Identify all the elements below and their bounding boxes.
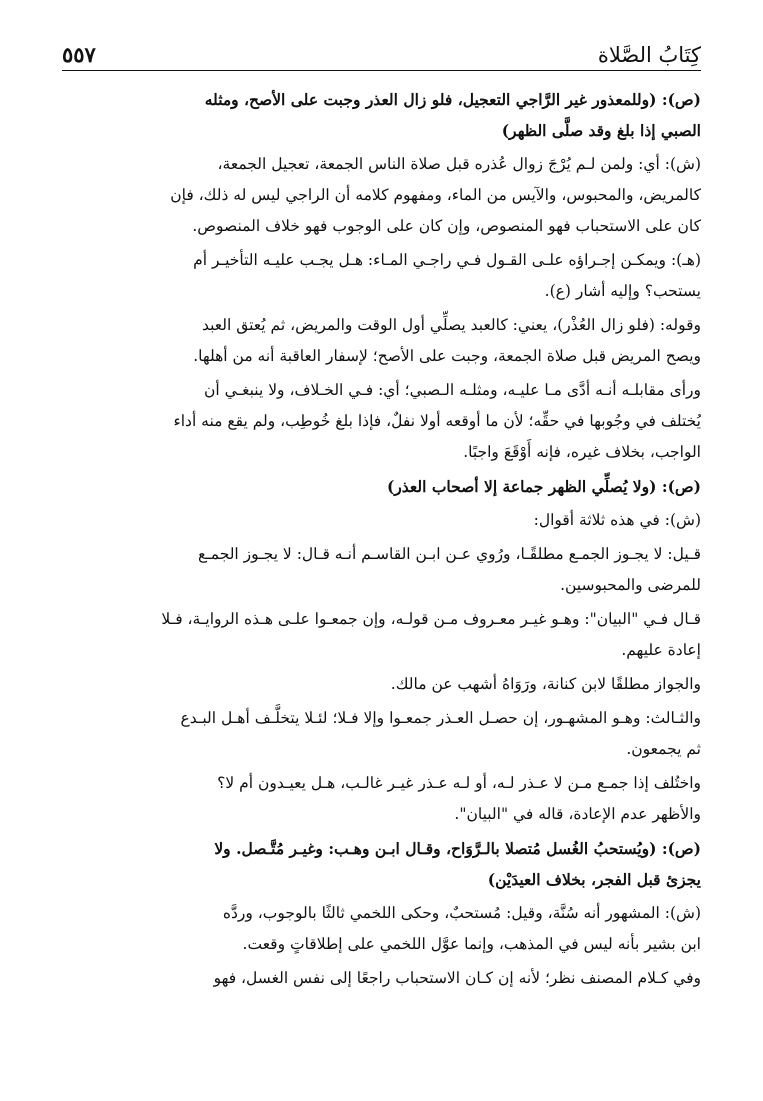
text-line: قـيل: لا يجـوز الجمـع مطلقًـا، ورُوي عـن ابـن القاسـم أنـه قـال: لا يجـوز الجمـع xyxy=(197,545,701,563)
text-line: (ص): (ويُستحبُ الغُسل مُتصلا بالـرَّوَاح، وقـال ابـن وهـب: وغيـر مُتَّـصل. ولا xyxy=(214,839,701,858)
text-line: (ش): المشهور أنه سُنَّة، وقيل: مُستحبٌ، وحكى اللخمي ثالثًا بالوجوب، وردَّه xyxy=(222,904,701,922)
text-line: (هـ): ويمكـن إجـراؤه علـى القـول فـي راجـي المـاء: هـل يجـب عليـه التأخيـر أم xyxy=(193,251,701,269)
text-line: للمرضى والمحبوسين. xyxy=(560,576,701,594)
page-number: ٥٥٧ xyxy=(62,42,96,67)
text-line: والجواز مطلقًا لابن كنانة، ورَوَاهُ أشهب عن مالك. xyxy=(390,675,701,693)
text-line: الواجب، بخلاف غيره، فإنه أَوْقَعَ واجبًا. xyxy=(463,443,701,461)
text-line: (ص): (وللمعذور غير الرَّاجي التعجيل، فلو زال العذر وجبت على الأصح، ومثله xyxy=(204,90,701,109)
matn-paragraph xyxy=(62,84,701,146)
text-line: يجزئ قبل الفجر، بخلاف العيدَيْن) xyxy=(487,870,701,889)
commentary-paragraph xyxy=(62,963,701,994)
text-line: ويصح المريض قبل صلاة الجمعة، وجبت على الأصح؛ لإسفار العاقبة أنه من أهلها. xyxy=(193,347,701,365)
running-title: كِتَابُ الصَّلاة xyxy=(597,43,701,67)
matn-paragraph xyxy=(62,833,701,895)
text-line: والأظهر عدم الإعادة، قاله في "البيان". xyxy=(454,805,701,823)
text-line: ورأى مقابلـه أنـه أدَّى مـا عليـه، ومثلـه الـصبي؛ أي: فـي الخـلاف، ولا ينبغـي أن xyxy=(204,381,701,399)
text-line: وفي كـلام المصنف نظر؛ لأنه إن كـان الاستحباب راجعًا إلى نفس الغسل، فهو xyxy=(213,969,701,987)
text-line: والثـالث: وهـو المشهـور، إن حصـل العـذر جمعـوا وإلا فـلا؛ لئـلا يتخلَّـف أهـل البـدع xyxy=(180,709,701,727)
commentary-paragraph xyxy=(62,604,701,666)
text-line: ثم يجمعون. xyxy=(626,740,701,758)
text-line: (ص): (ولا يُصلِّي الظهر جماعة إلا أصحاب العذر) xyxy=(386,477,701,496)
text-line: الصبي إذا بلغ وقد صلَّى الظهر) xyxy=(501,121,701,140)
text-line: (ش): أي: ولمن لـم يُرْجَ زوال عُذره قبل صلاة الناس الجمعة، تعجيل الجمعة، xyxy=(217,155,701,173)
commentary-paragraph xyxy=(62,375,701,468)
commentary-paragraph xyxy=(62,703,701,765)
commentary-paragraph xyxy=(62,505,701,536)
text-line: قـال فـي "البيان": وهـو غيـر معـروف مـن قولـه، وإن جمعـوا علـى هـذه الروايـة، فـلا xyxy=(161,610,701,628)
text-line: (ش): في هذه ثلاثة أقوال: xyxy=(533,511,701,529)
commentary-paragraph xyxy=(62,149,701,242)
text-line: إعادة عليهم. xyxy=(621,641,701,659)
matn-paragraph xyxy=(62,471,701,502)
commentary-paragraph xyxy=(62,669,701,700)
text-line: كالمريض، والمحبوس، والآيس من الماء، ومفهوم كلامه أن الراجي ليس له ذلك، فإن xyxy=(170,186,701,204)
commentary-paragraph xyxy=(62,768,701,830)
page-header xyxy=(62,34,701,71)
page-body xyxy=(62,84,701,997)
commentary-paragraph xyxy=(62,898,701,960)
text-line: يُختلف في وجُوبها في حقِّه؛ لأن ما أوقعه أولا نفلٌ، فإذا بلغ خُوطِب، ولم يقع منه أداء xyxy=(173,412,701,430)
text-line: واختُلف إذا جمـع مـن لا عـذر لـه، أو لـه عـذر غيـر غالـب، هـل يعيـدون أم لا؟ xyxy=(217,774,701,792)
text-line: وقوله: (فلو زال العُذْر)، يعني: كالعبد يصلِّي أول الوقت والمريض، ثم يُعتق العبد xyxy=(201,316,701,334)
text-line: ابن بشير بأنه ليس في المذهب، وإنما عوَّل اللخمي على إطلاقاتٍ وقعت. xyxy=(242,935,701,953)
commentary-paragraph xyxy=(62,539,701,601)
commentary-paragraph xyxy=(62,310,701,372)
text-line: كان على الاستحباب فهو المنصوص، وإن كان على الوجوب فهو خلاف المنصوص. xyxy=(192,217,701,235)
commentary-paragraph xyxy=(62,245,701,307)
text-line: يستحب؟ وإليه أشار (ع). xyxy=(544,282,701,300)
